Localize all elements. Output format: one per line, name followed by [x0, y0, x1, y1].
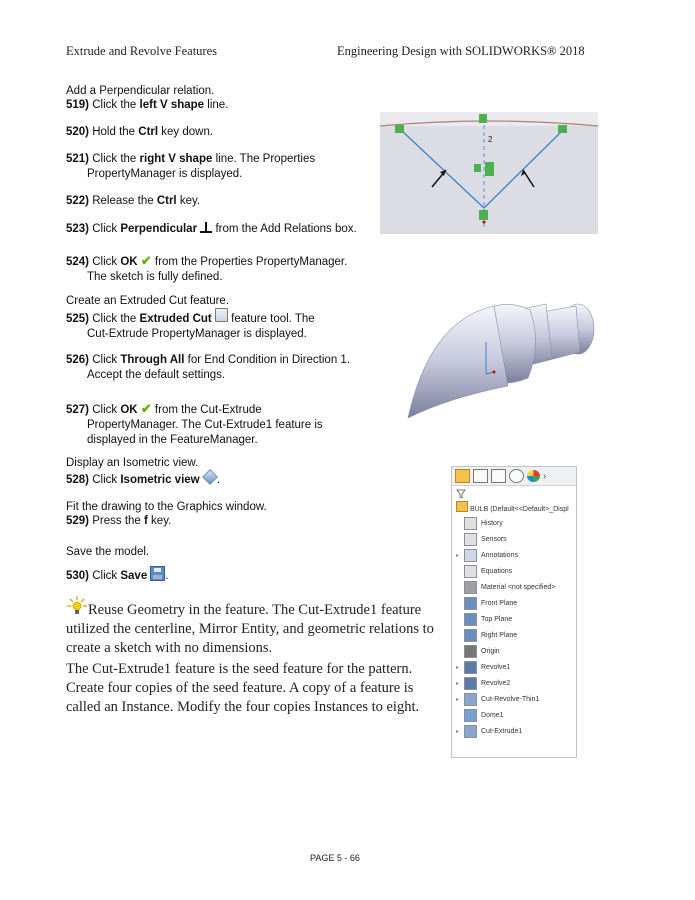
feature-icon: [464, 725, 477, 738]
expand-arrow-icon[interactable]: ▸: [456, 728, 460, 735]
tip-text: Reuse Geometry in the feature. The Cut-Extrude1 feature utilized the centerline, Mirror Entity, and geometric relations to create a sketch with no dimensions.: [66, 602, 434, 656]
feature-tree-item[interactable]: [456, 595, 517, 611]
page-footer: PAGE 5 - 66: [310, 853, 360, 863]
expand-arrow-icon[interactable]: ▸: [456, 680, 460, 687]
display-manager-tab-icon[interactable]: [527, 470, 540, 482]
relation-marker-icon: [479, 114, 487, 123]
feature-icon: [464, 533, 477, 546]
intro-extruded-cut: Create an Extruded Cut feature.: [66, 295, 230, 307]
relation-marker-icon: [474, 164, 481, 172]
feature-tree-item-label: Right Plane: [481, 631, 518, 639]
feature-tree-item-label: Revolve1: [481, 663, 511, 671]
feature-tree-item-label: Dome1: [481, 711, 504, 719]
filter-icon[interactable]: [452, 486, 576, 500]
green-checkmark-icon: ✔: [140, 401, 152, 416]
feature-tree-item[interactable]: [456, 707, 504, 723]
feature-tree-item[interactable]: [456, 563, 512, 579]
bulb-isometric-model: [390, 294, 605, 424]
step-520: 520) Hold the Ctrl key down.: [66, 126, 214, 138]
feature-tree-item[interactable]: [456, 643, 500, 659]
feature-icon: [464, 693, 477, 706]
step-530: 530) Click Save .: [66, 566, 169, 584]
feature-icon: [464, 661, 477, 674]
feature-tree-item-label: Top Plane: [481, 615, 513, 623]
feature-tree-item[interactable]: [456, 515, 503, 531]
property-manager-tab-icon[interactable]: [473, 469, 488, 483]
feature-tree-item-label: Equations: [481, 567, 513, 575]
relation-marker-icon: [558, 125, 567, 133]
step-526: 526) Click Through All for End Condition in Direction 1. Accept the default settings.: [66, 354, 351, 381]
feature-tree-item-label: Sensors: [481, 535, 507, 543]
bulb-model-graphic: [390, 294, 605, 424]
save-icon: [150, 566, 165, 581]
feature-tree-item[interactable]: [456, 579, 555, 595]
feature-icon: [464, 597, 477, 610]
extruded-cut-icon: [215, 308, 228, 322]
intro-save: Save the model.: [66, 546, 150, 558]
step-525: 525) Click the Extruded Cut feature tool. The Cut-Extrude PropertyManager is displayed.: [66, 308, 315, 342]
configuration-manager-tab-icon[interactable]: [491, 469, 506, 483]
feature-icon: [464, 613, 477, 626]
perpendicular-icon: [200, 222, 212, 233]
relation-marker-icon: [395, 125, 404, 133]
header-left: Extrude and Revolve Features: [66, 44, 217, 58]
feature-tree-item-label: Revolve2: [481, 679, 511, 687]
step-523: 523) Click Perpendicular from the Add Relations box.: [66, 223, 357, 235]
perpendicular-marker-icon: [479, 210, 488, 220]
intro-perpendicular: Add a Perpendicular relation.: [66, 85, 215, 97]
expand-arrow-icon[interactable]: ▸: [456, 664, 460, 671]
relation-marker-icon: [485, 162, 494, 176]
step-522: 522) Release the Ctrl key.: [66, 195, 201, 207]
feature-tree-item[interactable]: [456, 659, 510, 675]
feature-icon: [464, 517, 477, 530]
feature-tree-item[interactable]: [456, 691, 539, 707]
expand-arrow-icon[interactable]: ▸: [456, 696, 460, 703]
feature-tree-item-label: Cut-Extrude1: [481, 727, 523, 735]
expand-arrow-icon[interactable]: ▸: [456, 552, 460, 559]
feature-icon: [464, 629, 477, 642]
dimxpert-tab-icon[interactable]: [509, 469, 524, 483]
feature-tree-item[interactable]: [456, 547, 518, 563]
step-527: 527) Click OK ✔ from the Cut-Extrude PropertyManager. The Cut-Extrude1 feature is displayed in the FeatureManager.: [66, 401, 323, 446]
header-right: Engineering Design with SOLIDWORKS® 2018: [337, 44, 585, 58]
feature-icon: [464, 709, 477, 722]
feature-tree-item[interactable]: [456, 531, 507, 547]
step-529: 529) Press the f key.: [66, 515, 172, 527]
feature-icon: [464, 645, 477, 658]
feature-icon: [464, 565, 477, 578]
intro-fit: Fit the drawing to the Graphics window.: [66, 501, 267, 513]
feature-tree-item-label: Origin: [481, 647, 500, 655]
feature-tree-item[interactable]: [456, 627, 517, 643]
dimension-label: 2: [488, 135, 493, 144]
step-528: 528) Click Isometric view .: [66, 470, 220, 488]
feature-tree-item[interactable]: [456, 723, 522, 739]
chevron-right-icon[interactable]: ›: [543, 470, 547, 482]
feature-tree-item-label: History: [481, 519, 503, 527]
green-checkmark-icon: ✔: [140, 253, 152, 268]
feature-tree-item-label: Material <not specified>: [481, 583, 556, 591]
feature-icon: [464, 549, 477, 562]
intro-isometric: Display an Isometric view.: [66, 457, 199, 469]
sketch-v-shape-graphic: [380, 112, 598, 234]
feature-tree-item-label: Front Plane: [481, 599, 518, 607]
pattern-paragraph: The Cut-Extrude1 feature is the seed feature for the pattern. Create four copies of the seed feature. A copy of a feature is called an Instance. Modify the four copies Instances to eight.: [66, 661, 420, 715]
feature-tree-root[interactable]: BULB (Default<<Default>_Displ: [456, 501, 569, 513]
step-519: 519) Click the left V shape line.: [66, 99, 229, 111]
feature-manager-tabs: [452, 467, 576, 486]
feature-tree-item-label: Cut-Revolve-Thin1: [481, 695, 540, 703]
feature-manager-panel: [451, 466, 577, 758]
step-521: 521) Click the right V shape line. The Properties PropertyManager is displayed.: [66, 153, 316, 180]
part-icon: [456, 501, 468, 512]
feature-tree-item[interactable]: [456, 675, 510, 691]
feature-icon: [464, 677, 477, 690]
sketch-v-shape-view: [380, 112, 598, 234]
feature-manager-tab-icon[interactable]: [455, 469, 470, 483]
step-524: 524) Click OK ✔ from the Properties PropertyManager. The sketch is fully defined.: [66, 253, 348, 283]
isometric-view-icon: [202, 469, 218, 485]
feature-tree-item[interactable]: [456, 611, 512, 627]
feature-icon: [464, 581, 477, 594]
feature-tree-item-label: Annotations: [481, 551, 518, 559]
